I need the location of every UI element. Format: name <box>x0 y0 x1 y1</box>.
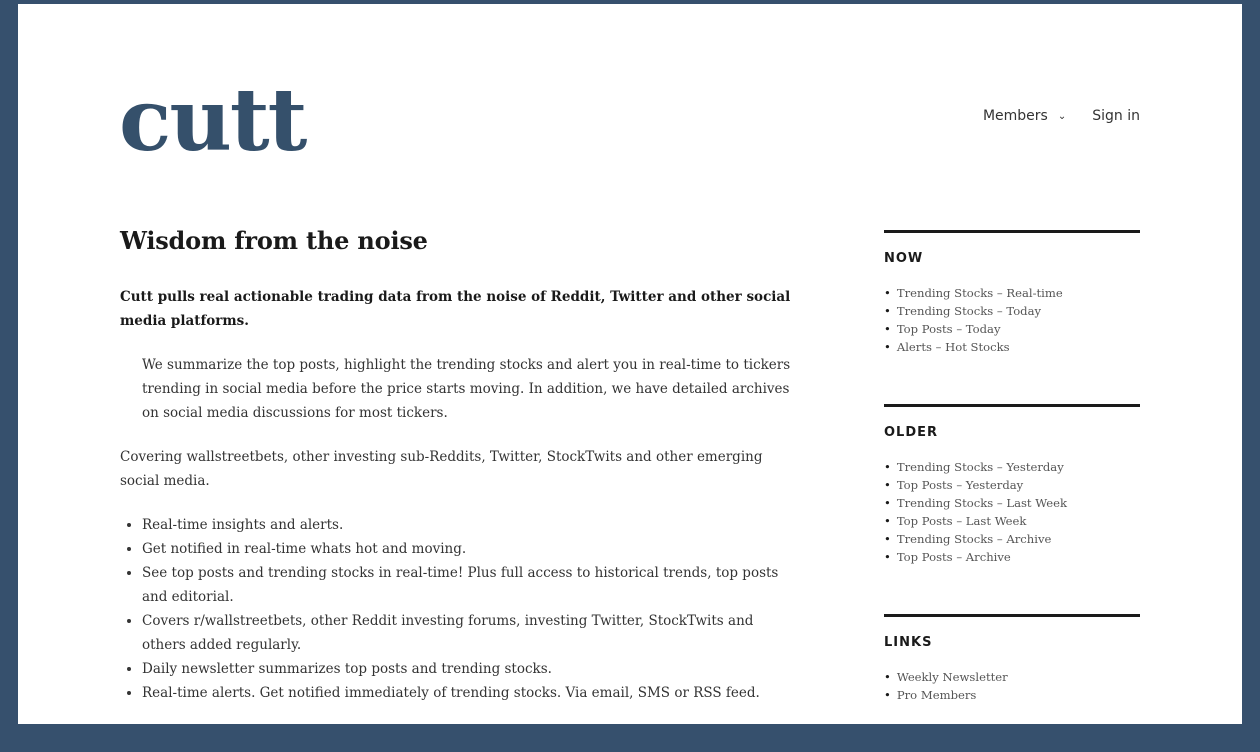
widget-title: NOW <box>884 251 924 266</box>
list-item: • See top posts and trending stocks in real-time! Plus full access to historical trends, top posts and editorial. <box>142 561 800 609</box>
list-item: • Real-time alerts. Get notified immediately of trending stocks. Via email, SMS or RSS feed. <box>142 681 800 705</box>
sidebar-link[interactable]: • Trending Stocks – Today <box>884 302 1140 320</box>
sidebar-link[interactable]: • Alerts – Hot Stocks <box>884 338 1140 356</box>
site-logo[interactable]: cutt <box>119 70 306 171</box>
widget-links <box>884 614 1140 704</box>
lead-paragraph: Cutt pulls real actionable trading data from the noise of Reddit, Twitter and other social media platforms. <box>120 289 791 329</box>
nav-sign-in-label: Sign in <box>1092 108 1140 124</box>
nav-sign-in[interactable] <box>1092 108 1140 124</box>
page <box>18 4 1242 724</box>
widget-now <box>884 230 1140 356</box>
nav-members-label: Members <box>982 108 1048 124</box>
list-item: • Covers r/wallstreetbets, other Reddit investing forums, investing Twitter, StockTwits and others added regularly. <box>142 609 800 657</box>
sidebar-link[interactable]: • Weekly Newsletter <box>884 668 1140 686</box>
link-list <box>884 458 1140 566</box>
feature-list <box>120 513 800 705</box>
chevron-down-icon: ⌄ <box>1057 110 1067 122</box>
primary-nav <box>983 108 1140 124</box>
link-list <box>884 284 1140 356</box>
widget-older <box>884 404 1140 566</box>
link-list <box>884 668 1140 704</box>
sidebar-link[interactable]: • Top Posts – Yesterday <box>884 476 1140 494</box>
main-content <box>120 226 800 705</box>
covering-paragraph: Covering wallstreetbets, other investing sub-Reddits, Twitter, StockTwits and other emerging social media. <box>120 449 763 489</box>
sidebar-link[interactable]: • Pro Members <box>884 686 1140 704</box>
sidebar-link[interactable]: • Trending Stocks – Archive <box>884 530 1140 548</box>
sidebar-link[interactable]: • Top Posts – Today <box>884 320 1140 338</box>
nav-members[interactable] <box>983 108 1066 124</box>
page-title: Wisdom from the noise <box>120 226 428 255</box>
list-item: • Get notified in real-time whats hot and moving. <box>142 537 800 561</box>
sidebar-link[interactable]: • Trending Stocks – Last Week <box>884 494 1140 512</box>
list-item: • Daily newsletter summarizes top posts and trending stocks. <box>142 657 800 681</box>
summary-quote: We summarize the top posts, highlight the trending stocks and alert you in real-time to tickers trending in social media before the price starts moving. In addition, we have detailed archives on social media discussions for most tickers. <box>142 357 791 421</box>
sidebar-link[interactable]: • Top Posts – Last Week <box>884 512 1140 530</box>
sidebar-link[interactable]: • Top Posts – Archive <box>884 548 1140 566</box>
list-item: • Real-time insights and alerts. <box>142 513 800 537</box>
widget-title: LINKS <box>884 635 933 650</box>
sidebar-link[interactable]: • Trending Stocks – Real-time <box>884 284 1140 302</box>
sidebar <box>884 230 1140 752</box>
sidebar-link[interactable]: • Trending Stocks – Yesterday <box>884 458 1140 476</box>
widget-title: OLDER <box>884 425 939 440</box>
